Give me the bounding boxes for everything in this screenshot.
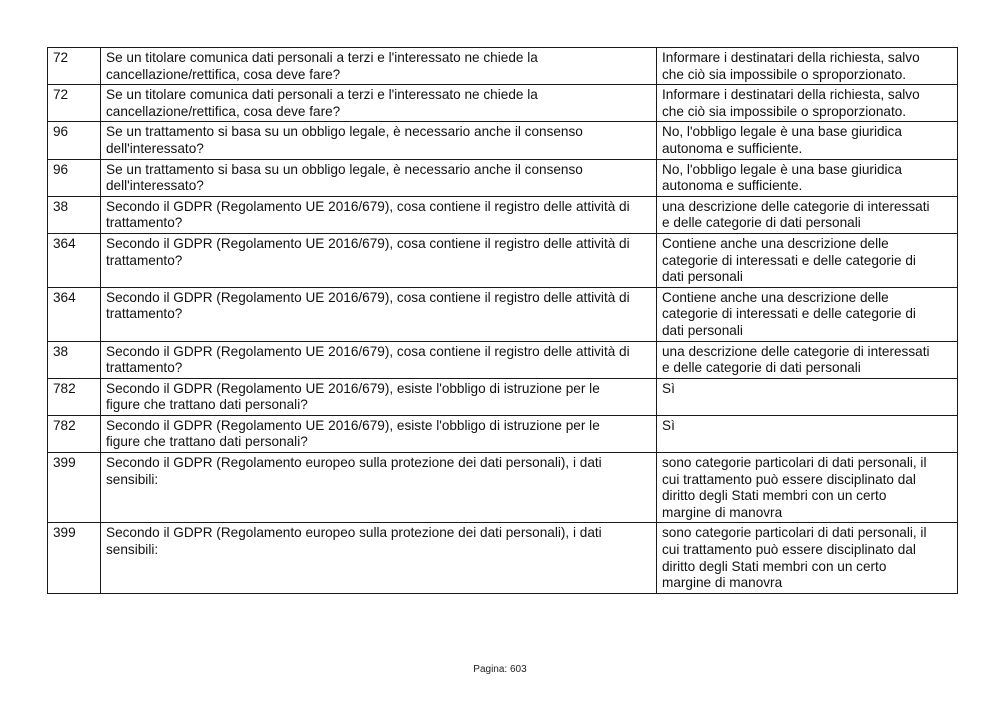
row-id-cell: 364 [48,287,101,341]
question-cell: Secondo il GDPR (Regolamento UE 2016/679), cosa contiene il registro delle attività di trattamento? [101,341,657,378]
row-id-cell: 782 [48,378,101,415]
page-number: Pagina: 603 [473,664,527,675]
answer-cell: Contiene anche una descrizione delle categorie di interessati e delle categorie di dati personali [657,233,958,287]
row-id-cell: 38 [48,341,101,378]
answer-cell: una descrizione delle categorie di interessati e delle categorie di dati personali [657,341,958,378]
question-cell: Se un trattamento si basa su un obbligo legale, è necessario anche il consenso dell'interessato? [101,159,657,196]
table-row [48,287,958,341]
question-cell: Se un titolare comunica dati personali a terzi e l'interessato ne chiede la cancellazione/rettifica, cosa deve fare? [101,48,657,85]
row-id-cell: 72 [48,85,101,122]
row-id-cell: 782 [48,415,101,452]
answer-cell: Informare i destinatari della richiesta, salvo che ciò sia impossibile o sproporzionato. [657,48,958,85]
table-row [48,196,958,233]
answer-cell: una descrizione delle categorie di interessati e delle categorie di dati personali [657,196,958,233]
question-cell: Secondo il GDPR (Regolamento europeo sulla protezione dei dati personali), i dati sensibili: [101,453,657,523]
question-cell: Secondo il GDPR (Regolamento europeo sulla protezione dei dati personali), i dati sensibili: [101,523,657,593]
table-row [48,159,958,196]
answer-cell: Sì [657,378,958,415]
question-cell: Se un titolare comunica dati personali a terzi e l'interessato ne chiede la cancellazione/rettifica, cosa deve fare? [101,85,657,122]
table-row [48,415,958,452]
table-row [48,523,958,593]
row-id-cell: 399 [48,523,101,593]
question-cell: Se un trattamento si basa su un obbligo legale, è necessario anche il consenso dell'interessato? [101,122,657,159]
answer-cell: Sì [657,415,958,452]
row-id-cell: 38 [48,196,101,233]
question-cell: Secondo il GDPR (Regolamento UE 2016/679), cosa contiene il registro delle attività di trattamento? [101,233,657,287]
table-row [48,85,958,122]
row-id-cell: 399 [48,453,101,523]
question-cell: Secondo il GDPR (Regolamento UE 2016/679), cosa contiene il registro delle attività di trattamento? [101,196,657,233]
answer-cell: sono categorie particolari di dati personali, il cui trattamento può essere disciplinato dal diritto degli Stati membri con un certo margine di manovra [657,523,958,593]
table-row [48,122,958,159]
answer-cell: No, l'obbligo legale è una base giuridica autonoma e sufficiente. [657,122,958,159]
answer-cell: No, l'obbligo legale è una base giuridica autonoma e sufficiente. [657,159,958,196]
table-row [48,378,958,415]
table-row [48,48,958,85]
row-id-cell: 364 [48,233,101,287]
question-cell: Secondo il GDPR (Regolamento UE 2016/679), cosa contiene il registro delle attività di trattamento? [101,287,657,341]
table-row [48,341,958,378]
table-row [48,233,958,287]
answer-cell: sono categorie particolari di dati personali, il cui trattamento può essere disciplinato dal diritto degli Stati membri con un certo margine di manovra [657,453,958,523]
qa-table [47,47,958,594]
row-id-cell: 72 [48,48,101,85]
row-id-cell: 96 [48,122,101,159]
table-row [48,453,958,523]
answer-cell: Contiene anche una descrizione delle categorie di interessati e delle categorie di dati personali [657,287,958,341]
question-cell: Secondo il GDPR (Regolamento UE 2016/679), esiste l'obbligo di istruzione per le figure che trattano dati personali? [101,378,657,415]
row-id-cell: 96 [48,159,101,196]
answer-cell: Informare i destinatari della richiesta, salvo che ciò sia impossibile o sproporzionato. [657,85,958,122]
question-cell: Secondo il GDPR (Regolamento UE 2016/679), esiste l'obbligo di istruzione per le figure che trattano dati personali? [101,415,657,452]
